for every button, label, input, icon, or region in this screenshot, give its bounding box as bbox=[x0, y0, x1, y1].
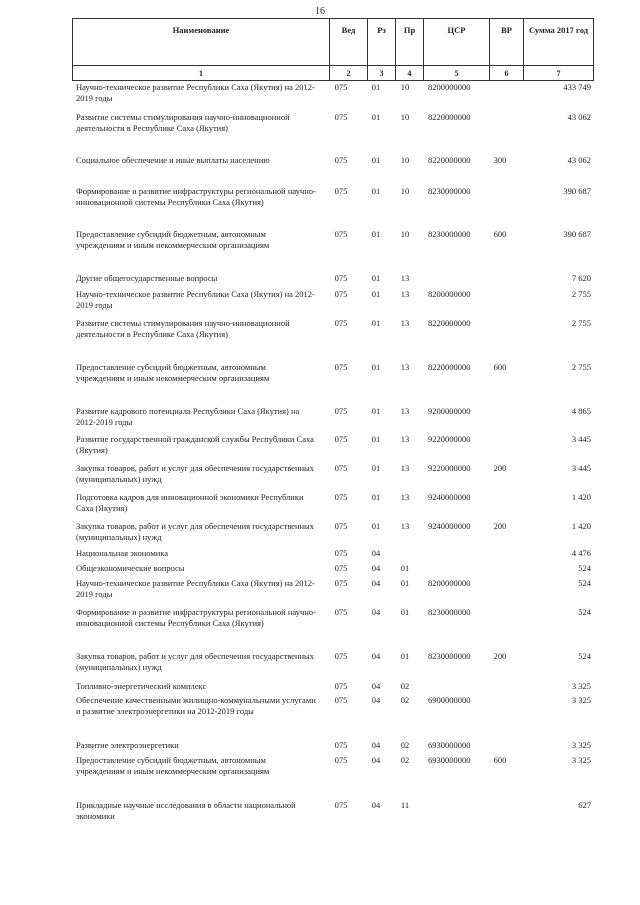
row-pr: 10 bbox=[400, 82, 410, 92]
row-ved: 075 bbox=[334, 492, 348, 502]
row-sum: 524 bbox=[578, 578, 591, 588]
row-rz: 01 bbox=[371, 406, 381, 416]
row-name: Предоставление субсидий бюджетным, автономным учреждениям и иным некоммерческим организациям bbox=[76, 755, 270, 776]
row-ved: 075 bbox=[334, 406, 348, 416]
column-number: 4 bbox=[396, 66, 424, 81]
row-pr: 02 bbox=[400, 755, 410, 765]
row-csr: 8200000000 bbox=[428, 289, 471, 299]
row-sum: 3 325 bbox=[571, 695, 591, 705]
row-pr: 13 bbox=[400, 362, 410, 372]
row-name: Другие общегосударственные вопросы bbox=[76, 273, 218, 283]
row-ved: 075 bbox=[334, 186, 348, 196]
row-vr: 200 bbox=[493, 651, 507, 661]
row-pr: 13 bbox=[400, 521, 410, 531]
row-ved: 075 bbox=[334, 800, 348, 810]
row-name: Формирование и развитие инфраструктуры региональной научно-инновационной системы Республики Саха (Якутия) bbox=[76, 186, 316, 207]
row-sum: 2 755 bbox=[571, 362, 591, 372]
header-name: Наименование bbox=[73, 19, 330, 66]
header-ved: Вед bbox=[330, 19, 368, 66]
row-ved: 075 bbox=[334, 318, 348, 328]
row-csr: 9240000000 bbox=[428, 521, 471, 531]
row-pr: 10 bbox=[400, 229, 410, 239]
row-ved: 075 bbox=[334, 362, 348, 372]
row-pr: 01 bbox=[400, 651, 410, 661]
row-rz: 01 bbox=[371, 289, 381, 299]
row-pr: 13 bbox=[400, 273, 410, 283]
row-csr: 8220000000 bbox=[428, 155, 471, 165]
row-rz: 04 bbox=[371, 548, 381, 558]
row-name: Предоставление субсидий бюджетным, автономным учреждениям и иным некоммерческим организациям bbox=[76, 229, 270, 250]
row-ved: 075 bbox=[334, 548, 348, 558]
column-number: 5 bbox=[424, 66, 490, 81]
row-rz: 04 bbox=[371, 681, 381, 691]
header-sum: Сумма 2017 год bbox=[524, 19, 594, 66]
row-rz: 04 bbox=[371, 755, 381, 765]
row-sum: 2 755 bbox=[571, 289, 591, 299]
row-ved: 075 bbox=[334, 289, 348, 299]
row-name: Общеэкономические вопросы bbox=[76, 563, 185, 573]
row-rz: 01 bbox=[371, 362, 381, 372]
row-ved: 075 bbox=[334, 607, 348, 617]
row-ved: 075 bbox=[334, 563, 348, 573]
row-rz: 04 bbox=[371, 740, 381, 750]
row-name: Формирование и развитие инфраструктуры региональной научно-инновационной системы Республики Саха (Якутия) bbox=[76, 607, 316, 628]
row-rz: 01 bbox=[371, 521, 381, 531]
row-vr: 200 bbox=[493, 521, 507, 531]
row-rz: 01 bbox=[371, 273, 381, 283]
row-ved: 075 bbox=[334, 521, 348, 531]
row-pr: 02 bbox=[400, 740, 410, 750]
row-ved: 075 bbox=[334, 740, 348, 750]
row-csr: 8230000000 bbox=[428, 651, 471, 661]
row-name: Топливно-энергетический комплекс bbox=[76, 681, 207, 691]
row-csr: 8230000000 bbox=[428, 229, 471, 239]
row-rz: 01 bbox=[371, 463, 381, 473]
row-ved: 075 bbox=[334, 681, 348, 691]
row-pr: 13 bbox=[400, 406, 410, 416]
row-pr: 02 bbox=[400, 681, 410, 691]
row-name: Развитие системы стимулирования научно-инновационной деятельности в Республике Саха (Якутия) bbox=[76, 112, 290, 133]
row-pr: 13 bbox=[400, 492, 410, 502]
row-ved: 075 bbox=[334, 695, 348, 705]
row-sum: 3 445 bbox=[571, 463, 591, 473]
row-rz: 01 bbox=[371, 434, 381, 444]
row-csr: 9200000000 bbox=[428, 406, 471, 416]
row-name: Научно-техническое развитие Республики Саха (Якутия) на 2012-2019 годы bbox=[76, 289, 315, 310]
row-sum: 390 687 bbox=[563, 229, 591, 239]
row-sum: 524 bbox=[578, 607, 591, 617]
row-ved: 075 bbox=[334, 434, 348, 444]
row-name: Развитие государственной гражданской службы Республики Саха (Якутия) bbox=[76, 434, 314, 455]
row-vr: 200 bbox=[493, 463, 507, 473]
row-csr: 9240000000 bbox=[428, 492, 471, 502]
row-pr: 13 bbox=[400, 318, 410, 328]
row-sum: 1 420 bbox=[571, 492, 591, 502]
row-csr: 8200000000 bbox=[428, 82, 471, 92]
row-rz: 04 bbox=[371, 563, 381, 573]
row-csr: 6930000000 bbox=[428, 740, 471, 750]
row-rz: 01 bbox=[371, 155, 381, 165]
row-name: Предоставление субсидий бюджетным, автономным учреждениям и иным некоммерческим организациям bbox=[76, 362, 270, 383]
row-csr: 8230000000 bbox=[428, 607, 471, 617]
row-name: Закупка товаров, работ и услуг для обеспечения государственных (муниципальных) нужд bbox=[76, 521, 315, 542]
row-sum: 3 325 bbox=[571, 740, 591, 750]
row-rz: 01 bbox=[371, 82, 381, 92]
row-name: Развитие системы стимулирования научно-инновационной деятельности в Республике Саха (Якутия) bbox=[76, 318, 290, 339]
row-name: Прикладные научные исследования в области национальной экономики bbox=[76, 800, 296, 821]
row-sum: 7 620 bbox=[571, 273, 591, 283]
row-ved: 075 bbox=[334, 273, 348, 283]
row-pr: 01 bbox=[400, 578, 410, 588]
row-rz: 01 bbox=[371, 318, 381, 328]
row-ved: 075 bbox=[334, 578, 348, 588]
column-number: 7 bbox=[524, 66, 594, 81]
row-pr: 10 bbox=[400, 186, 410, 196]
row-name: Научно-техническое развитие Республики Саха (Якутия) на 2012-2019 годы bbox=[76, 82, 315, 103]
column-number: 6 bbox=[490, 66, 524, 81]
row-rz: 04 bbox=[371, 651, 381, 661]
row-sum: 1 420 bbox=[571, 521, 591, 531]
row-rz: 04 bbox=[371, 695, 381, 705]
column-number: 2 bbox=[330, 66, 368, 81]
row-rz: 01 bbox=[371, 492, 381, 502]
row-vr: 600 bbox=[493, 362, 507, 372]
row-pr: 13 bbox=[400, 434, 410, 444]
row-sum: 524 bbox=[578, 651, 591, 661]
row-sum: 4 476 bbox=[571, 548, 591, 558]
row-csr: 8230000000 bbox=[428, 186, 471, 196]
row-pr: 10 bbox=[400, 155, 410, 165]
header-csr: ЦСР bbox=[424, 19, 490, 66]
row-csr: 8200000000 bbox=[428, 578, 471, 588]
row-pr: 01 bbox=[400, 563, 410, 573]
row-vr: 600 bbox=[493, 229, 507, 239]
row-sum: 390 687 bbox=[563, 186, 591, 196]
row-name: Социальное обеспечение и иные выплаты населению bbox=[76, 155, 270, 165]
row-name: Научно-техническое развитие Республики Саха (Якутия) на 2012-2019 годы bbox=[76, 578, 315, 599]
row-sum: 43 062 bbox=[567, 112, 591, 122]
row-pr: 10 bbox=[400, 112, 410, 122]
row-name: Закупка товаров, работ и услуг для обеспечения государственных (муниципальных) нужд bbox=[76, 651, 315, 672]
row-pr: 01 bbox=[400, 607, 410, 617]
row-ved: 075 bbox=[334, 755, 348, 765]
row-ved: 075 bbox=[334, 82, 348, 92]
row-ved: 075 bbox=[334, 651, 348, 661]
row-rz: 01 bbox=[371, 229, 381, 239]
row-sum: 3 445 bbox=[571, 434, 591, 444]
row-pr: 02 bbox=[400, 695, 410, 705]
row-rz: 01 bbox=[371, 186, 381, 196]
row-rz: 04 bbox=[371, 800, 381, 810]
row-csr: 6930000000 bbox=[428, 755, 471, 765]
column-number: 3 bbox=[368, 66, 396, 81]
row-vr: 600 bbox=[493, 755, 507, 765]
row-sum: 627 bbox=[578, 800, 591, 810]
row-csr: 8220000000 bbox=[428, 318, 471, 328]
row-rz: 01 bbox=[371, 112, 381, 122]
row-pr: 13 bbox=[400, 463, 410, 473]
row-rz: 04 bbox=[371, 578, 381, 588]
row-pr: 11 bbox=[400, 800, 410, 810]
column-number: 1 bbox=[73, 66, 330, 81]
row-vr: 300 bbox=[493, 155, 507, 165]
row-name: Обеспечение качественными жилищно-коммунальными услугами и развитие электроэнергетики на 2012-2019 годы bbox=[76, 695, 316, 716]
row-sum: 4 865 bbox=[571, 406, 591, 416]
row-name: Национальная экономика bbox=[76, 548, 169, 558]
row-csr: 6900000000 bbox=[428, 695, 471, 705]
row-csr: 9220000000 bbox=[428, 463, 471, 473]
header-pr: Пр bbox=[396, 19, 424, 66]
row-sum: 3 325 bbox=[571, 681, 591, 691]
row-sum: 433 749 bbox=[563, 82, 591, 92]
row-ved: 075 bbox=[334, 463, 348, 473]
row-csr: 8220000000 bbox=[428, 112, 471, 122]
row-csr: 8220000000 bbox=[428, 362, 471, 372]
row-ved: 075 bbox=[334, 155, 348, 165]
row-ved: 075 bbox=[334, 229, 348, 239]
row-name: Подготовка кадров для инновационной экономики Республики Саха (Якутия) bbox=[76, 492, 304, 513]
row-sum: 3 325 bbox=[571, 755, 591, 765]
row-sum: 2 755 bbox=[571, 318, 591, 328]
row-name: Развитие кадрового потенциала Республики Саха (Якутия) на 2012-2019 годы bbox=[76, 406, 300, 427]
row-pr: 13 bbox=[400, 289, 410, 299]
header-rz: Рз bbox=[368, 19, 396, 66]
row-name: Закупка товаров, работ и услуг для обеспечения государственных (муниципальных) нужд bbox=[76, 463, 315, 484]
row-sum: 43 062 bbox=[567, 155, 591, 165]
row-rz: 04 bbox=[371, 607, 381, 617]
row-ved: 075 bbox=[334, 112, 348, 122]
row-csr: 9220000000 bbox=[428, 434, 471, 444]
header-vr: ВР bbox=[490, 19, 524, 66]
page-number: 16 bbox=[315, 6, 325, 17]
row-name: Развитие электроэнергетики bbox=[76, 740, 179, 750]
row-sum: 524 bbox=[578, 563, 591, 573]
